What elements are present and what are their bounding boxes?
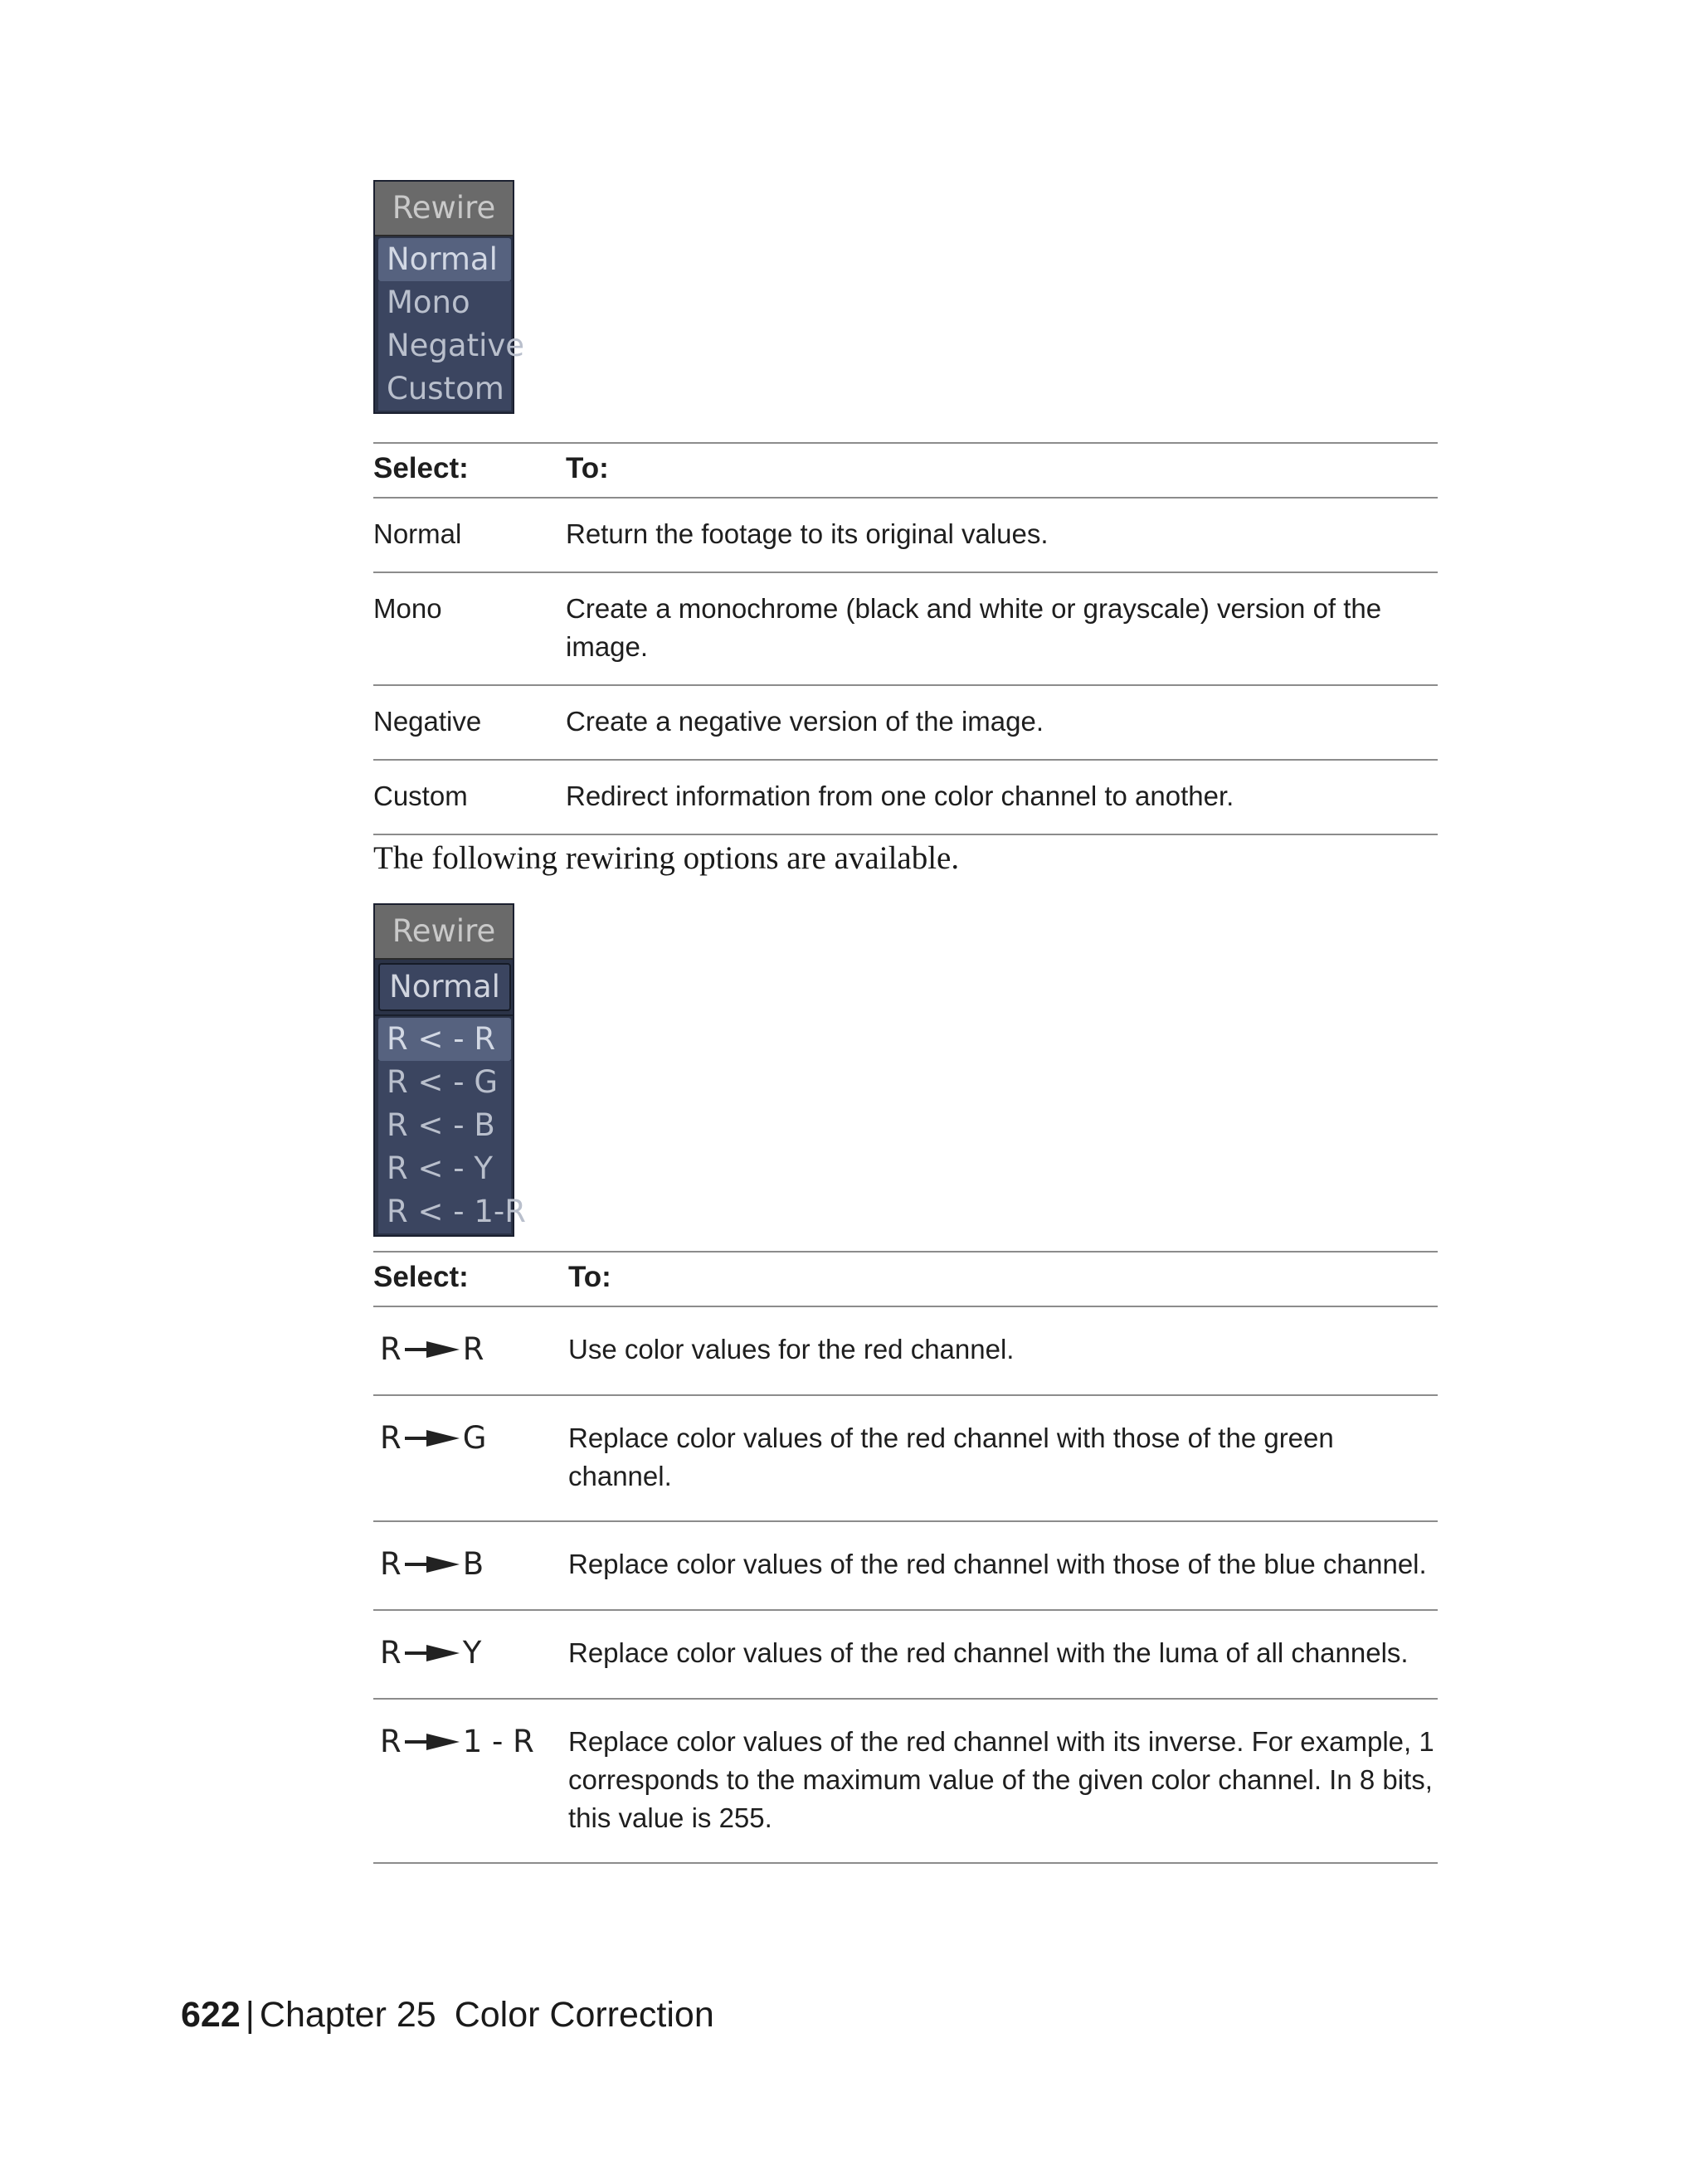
- table-row: [373, 760, 1438, 834]
- table-row: [373, 685, 1438, 760]
- description-cell: Create a monochrome (black and white or grayscale) version of the image.: [566, 572, 1438, 685]
- channel-mapping: [373, 1723, 534, 1761]
- table-header-row: [373, 443, 1438, 498]
- page-footer: [181, 1995, 714, 2036]
- rewire-modes-table: [373, 442, 1438, 835]
- table-row: [373, 572, 1438, 685]
- chapter-label: Chapter 25: [259, 1995, 436, 2035]
- source-channel: R: [380, 1635, 402, 1671]
- to-column-header: To:: [566, 443, 1438, 498]
- chapter-title: Color Correction: [454, 1995, 714, 2035]
- arrow-right-icon: [405, 1428, 460, 1448]
- rewire-channel-menu: [373, 903, 526, 1237]
- menu-item-r-from-r[interactable]: R < - R: [378, 1018, 511, 1061]
- rewire-channels-table: [373, 1251, 1438, 1864]
- rewire-channel-list: [375, 1014, 526, 1235]
- channel-mapping: [373, 1545, 484, 1583]
- select-cell: Mono: [373, 572, 566, 685]
- table-row: [373, 1699, 1438, 1863]
- source-channel: R: [380, 1331, 402, 1367]
- table-row: [373, 1395, 1438, 1521]
- rewire-mode-dropdown[interactable]: Normal: [378, 963, 511, 1011]
- menu-item-r-from-inverse[interactable]: R < - 1-R: [378, 1190, 511, 1233]
- channel-mapping: [373, 1419, 486, 1457]
- table-row: [373, 1610, 1438, 1699]
- table-row: [373, 1521, 1438, 1610]
- page-number: 622: [181, 1995, 241, 2035]
- menu-item-negative[interactable]: Negative: [378, 324, 511, 367]
- menu-item-custom[interactable]: Custom: [378, 367, 511, 411]
- menu-item-r-from-g[interactable]: R < - G: [378, 1061, 511, 1104]
- arrow-right-icon: [405, 1340, 460, 1360]
- rewire-menu: [373, 180, 525, 414]
- description-cell: Replace color values of the red channel with its inverse. For example, 1 corresponds to the maximum value of the given color channel. In 8 bits, this value is 255.: [568, 1699, 1438, 1863]
- select-cell: Negative: [373, 685, 566, 760]
- description-cell: Return the footage to its original values.: [566, 498, 1438, 572]
- menu-item-r-from-b[interactable]: R < - B: [378, 1104, 511, 1147]
- table-row: [373, 498, 1438, 572]
- rewire-menu-header: Rewire: [375, 905, 513, 960]
- target-channel: R: [462, 1331, 484, 1367]
- description-cell: Replace color values of the red channel with those of the green channel.: [568, 1395, 1438, 1521]
- arrow-right-icon: [405, 1643, 460, 1663]
- target-channel: B: [462, 1546, 484, 1582]
- channel-mapping: [373, 1634, 481, 1672]
- source-channel: R: [380, 1724, 402, 1759]
- select-cell: Normal: [373, 498, 566, 572]
- channel-mapping: [373, 1330, 484, 1369]
- menu-item-normal[interactable]: Normal: [378, 238, 511, 281]
- rewire-mode-list: [375, 236, 525, 412]
- source-channel: R: [380, 1420, 402, 1456]
- arrow-right-icon: [405, 1554, 460, 1574]
- select-cell: Custom: [373, 760, 566, 834]
- table-row: [373, 1306, 1438, 1395]
- footer-separator: |: [245, 1995, 255, 2035]
- menu-item-r-from-y[interactable]: R < - Y: [378, 1147, 511, 1190]
- description-cell: Replace color values of the red channel with the luma of all channels.: [568, 1610, 1438, 1699]
- select-column-header: Select:: [373, 1252, 568, 1306]
- description-cell: Use color values for the red channel.: [568, 1306, 1438, 1395]
- to-column-header: To:: [568, 1252, 1438, 1306]
- select-column-header: Select:: [373, 443, 566, 498]
- table-header-row: [373, 1252, 1438, 1306]
- target-channel: 1 - R: [462, 1724, 534, 1759]
- description-cell: Replace color values of the red channel with those of the blue channel.: [568, 1521, 1438, 1610]
- description-cell: Create a negative version of the image.: [566, 685, 1438, 760]
- description-cell: Redirect information from one color channel to another.: [566, 760, 1438, 834]
- arrow-right-icon: [405, 1732, 460, 1752]
- intro-paragraph: The following rewiring options are available.: [373, 840, 960, 876]
- source-channel: R: [380, 1546, 402, 1582]
- target-channel: Y: [462, 1635, 482, 1671]
- menu-item-mono[interactable]: Mono: [378, 281, 511, 324]
- target-channel: G: [462, 1420, 487, 1456]
- rewire-menu-header: Rewire: [375, 182, 513, 236]
